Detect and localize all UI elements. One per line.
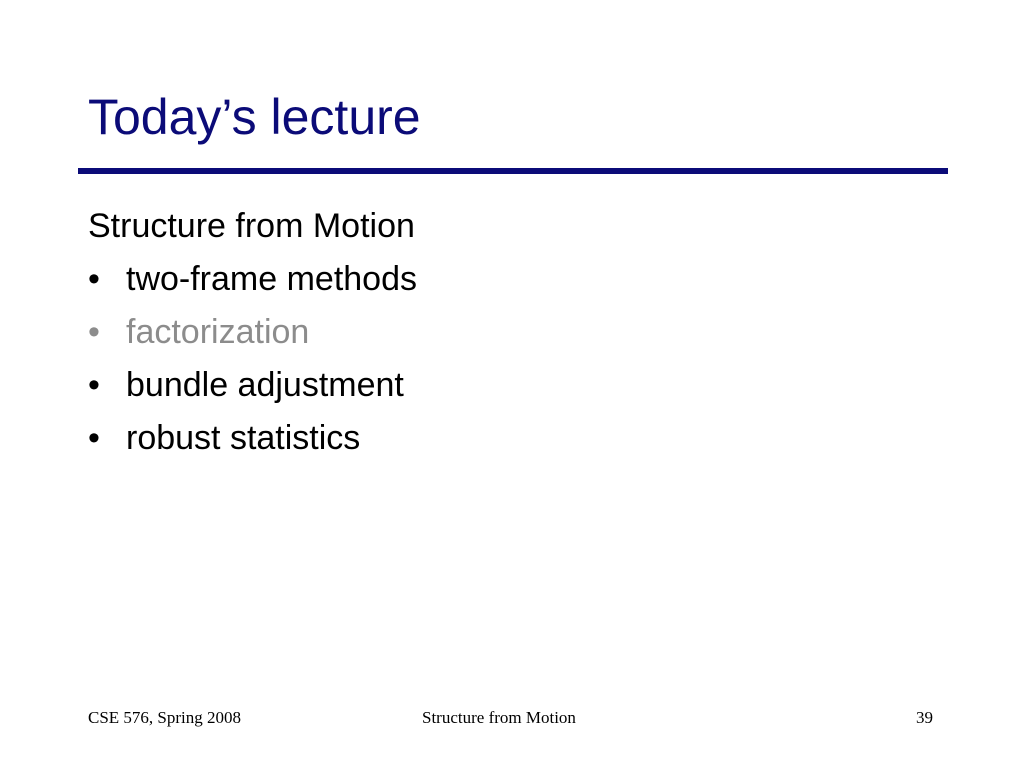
bullet-text: factorization bbox=[126, 313, 310, 351]
title-underline bbox=[78, 168, 948, 174]
bullet-list bbox=[88, 253, 948, 465]
footer-course: CSE 576, Spring 2008 bbox=[88, 708, 242, 727]
bullet-text: two-frame methods bbox=[126, 260, 417, 298]
bullet-icon: • bbox=[88, 313, 100, 351]
bullet-text: robust statistics bbox=[126, 419, 361, 457]
bullet-text: bundle adjustment bbox=[126, 366, 404, 404]
bullet-item-robust-statistics bbox=[88, 412, 948, 465]
slide-body bbox=[88, 200, 948, 465]
bullet-icon: • bbox=[88, 260, 100, 298]
footer-topic: Structure from Motion bbox=[422, 708, 576, 727]
bullet-item-bundle-adjustment bbox=[88, 359, 948, 412]
bullet-item-factorization bbox=[88, 306, 948, 359]
bullet-icon: • bbox=[88, 419, 100, 457]
bullet-icon: • bbox=[88, 366, 100, 404]
section-heading: Structure from Motion bbox=[88, 207, 415, 245]
bullet-item-two-frame-methods bbox=[88, 253, 948, 306]
page-number: 39 bbox=[916, 708, 933, 727]
slide-title: Today’s lecture bbox=[88, 89, 421, 145]
